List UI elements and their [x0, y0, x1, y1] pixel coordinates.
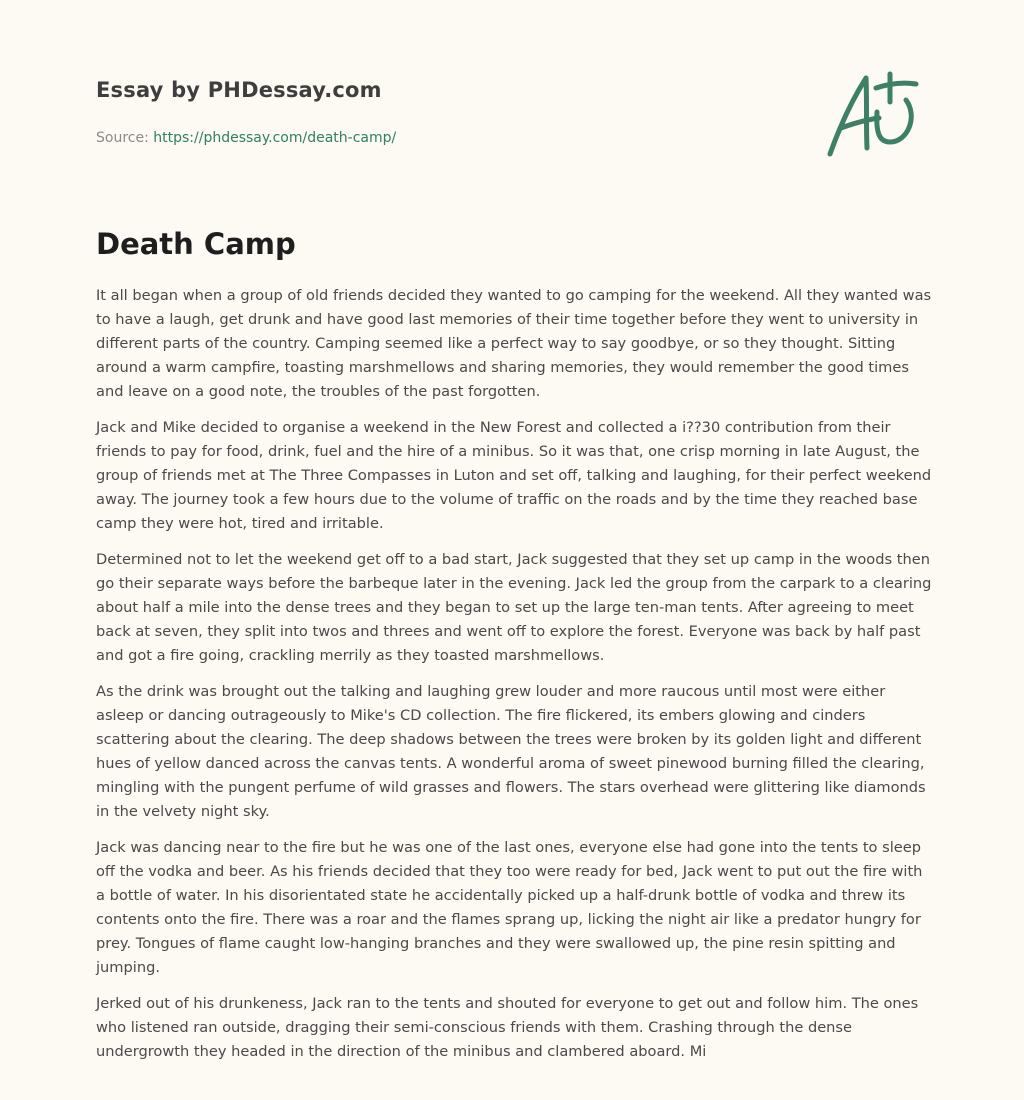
essay-paragraph: As the drink was brought out the talking and laughing grew louder and more raucous until most were either asleep or dancing outrageously to Mike's CD collection. The fire flickered, its embers glowing and cinders scattering about the clearing. The deep shadows between the trees were broken by its golden light and different hues of yellow danced across the canvas tents. A wonderful aroma of sweet pinewood burning filled the clearing, mingling with the pungent perfume of wild grasses and flowers. The stars overhead were glittering like diamonds in the velvety night sky.	[96, 683, 926, 820]
essay-paragraph: Determined not to let the weekend get off to a bad start, Jack suggested that they set up camp in the woods then go their separate ways before the barbeque later in the evening. Jack led the group from the carpark to a clearing about half a mile into the dense trees and they began to set up the large ten-man tents. After agreeing to meet back at seven, they split into twos and threes and went off to explore the forest. Everyone was back by half past and got a fire going, crackling merrily as they toasted marshmellows.	[96, 551, 932, 664]
essay-title: Death Camp	[96, 227, 296, 261]
source-label: Source:	[96, 130, 154, 146]
essay-body	[96, 284, 932, 1076]
source-link[interactable]: https://phdessay.com/death-camp/	[153, 130, 397, 146]
essay-header	[96, 76, 936, 186]
essay-paragraph: Jack was dancing near to the fire but he was one of the last ones, everyone else had gone into the tents to sleep off the vodka and beer. As his friends decided that they too were ready for bed, Jack went to put out the fire with a bottle of water. In his disorientated state he accidentally picked up a half-drunk bottle of vodka and threw its contents onto the fire. There was a roar and the flames sprang up, licking the night air like a predator hungry for prey. Tongues of flame caught low-hanging branches and they were swallowed up, the pine resin spitting and jumping.	[96, 839, 923, 976]
essay-paragraph: Jack and Mike decided to organise a weekend in the New Forest and collected a i??30 contribution from their friends to pay for food, drink, fuel and the hire of a minibus. So it was that, one crisp morning in late August, the group of friends met at The Three Compasses in Luton and set off, talking and laughing, for their perfect weekend away. The journey took a few hours due to the volume of traffic on the roads and by the time they reached base camp they were hot, tired and irritable.	[96, 419, 932, 532]
source-line	[96, 128, 936, 148]
essay-paragraph: Jerked out of his drunkeness, Jack ran to the tents and shouted for everyone to get out and follow him. The ones who listened ran outside, dragging their semi-conscious friends with them. Crashing through the dense undergrowth they headed in the direction of the minibus and clambered aboard. Mi	[96, 995, 919, 1060]
brand-title: Essay by PHDessay.com	[96, 78, 382, 102]
essay-paragraph: It all began when a group of old friends decided they wanted to go camping for the weekend. All they wanted was to have a laugh, get drunk and have good last memories of their time together before they went to university in different parts of the country. Camping seemed like a perfect way to say goodbye, or so they thought. Sitting around a warm campfire, toasting marshmellows and sharing memories, they would remember the good times and leave on a good note, the troubles of the past forgotten.	[96, 287, 932, 400]
a-plus-logo-icon	[824, 68, 928, 164]
